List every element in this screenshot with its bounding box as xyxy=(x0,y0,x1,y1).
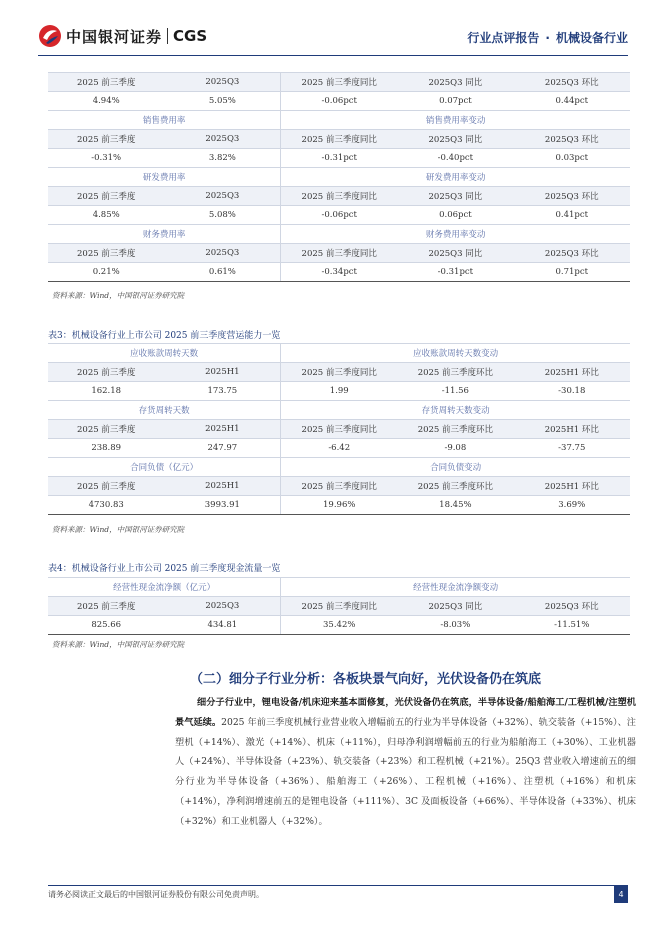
column-header-row xyxy=(48,597,630,616)
value-cell: -37.75 xyxy=(514,439,630,458)
value-row xyxy=(48,92,630,111)
column-header-cell: 2025H1 xyxy=(164,363,280,382)
column-header-cell: 2025Q3 同比 xyxy=(397,73,513,92)
column-header-cell: 2025Q3 同比 xyxy=(397,244,513,263)
metric-change-label: 财务费用率变动 xyxy=(281,225,630,244)
column-header-cell: 2025 前三季度同比 xyxy=(281,244,397,263)
column-header-cell: 2025 前三季度同比 xyxy=(281,597,397,616)
value-cell: 0.41pct xyxy=(514,206,630,225)
value-cell: -0.31pct xyxy=(281,149,397,168)
metric-group-label: 合同负债（亿元） xyxy=(48,458,281,477)
column-header-cell: 2025Q3 xyxy=(164,187,280,206)
section-paragraph xyxy=(175,693,636,832)
cash-flow-table xyxy=(48,577,630,635)
value-cell: -8.03% xyxy=(397,616,513,635)
value-cell: 238.89 xyxy=(48,439,164,458)
column-header-cell: 2025Q3 同比 xyxy=(397,187,513,206)
metric-group-label: 财务费用率 xyxy=(48,225,281,244)
value-cell: 4.94% xyxy=(48,92,164,111)
metric-change-label: 应收账款周转天数变动 xyxy=(281,344,630,363)
disclaimer-note: 请务必阅读正文最后的中国银河证券股份有限公司免责声明。 xyxy=(48,890,264,899)
value-cell: -30.18 xyxy=(514,382,630,401)
header-dot: · xyxy=(545,31,550,45)
column-header-row xyxy=(48,363,630,382)
value-cell: 0.61% xyxy=(164,263,280,282)
column-header-cell: 2025Q3 xyxy=(164,244,280,263)
paragraph-body: 2025 年前三季度机械行业营业收入增幅前五的行业为半导体设备（+32%）、轨交装备（+15%）、注塑机（+14%）、激光（+14%）、机床（+11%），归母净利润增幅前五的行业为船舶海工（+30%）、工业机器人（+24%）、半导体设备（+23%）、轨交装备（+23%）和工程机械（+21%）。25Q3 营业收入增速前五的细分行业为半导体设备（+36%）、船舶海工（+26%）、工程机械（+16%）、注塑机（+16%）和机床（+14%），净利润增速前五的是锂电设备（+111%）、3C 及面板设备（+66%）、半导体设备（+33%）、机床（+32%）和工业机器人（+32%）。 xyxy=(175,716,636,827)
column-header-cell: 2025 前三季度同比 xyxy=(281,363,397,382)
column-header-cell: 2025H1 环比 xyxy=(514,363,630,382)
value-cell: -9.08 xyxy=(397,439,513,458)
table2-source: 资料来源：Wind，中国银河证券研究院 xyxy=(52,291,185,300)
value-row xyxy=(48,206,630,225)
metric-change-label: 存货周转天数变动 xyxy=(281,401,630,420)
operating-capacity-table xyxy=(48,343,630,515)
column-header-cell: 2025H1 xyxy=(164,477,280,496)
brand-name-cn: 中国银河证券 xyxy=(66,27,163,46)
metric-group-row xyxy=(48,458,630,477)
value-cell: -11.51% xyxy=(514,616,630,635)
column-header-cell: 2025Q3 环比 xyxy=(514,73,630,92)
value-cell: 5.08% xyxy=(164,206,280,225)
value-cell: -0.06pct xyxy=(281,92,397,111)
value-cell: 1.99 xyxy=(281,382,397,401)
column-header-cell: 2025 前三季度 xyxy=(48,363,164,382)
brand-name-en: CGS xyxy=(173,27,208,45)
column-header-row xyxy=(48,244,630,263)
value-cell: -0.31% xyxy=(48,149,164,168)
column-header-cell: 2025Q3 环比 xyxy=(514,187,630,206)
column-header-cell: 2025Q3 xyxy=(164,597,280,616)
column-header-cell: 2025 前三季度同比 xyxy=(281,477,397,496)
column-header-cell: 2025 前三季度 xyxy=(48,597,164,616)
metric-group-label: 存货周转天数 xyxy=(48,401,281,420)
column-header-cell: 2025Q3 环比 xyxy=(514,130,630,149)
value-cell: 5.05% xyxy=(164,92,280,111)
column-header-cell: 2025 前三季度 xyxy=(48,130,164,149)
metric-change-label: 研发费用率变动 xyxy=(281,168,630,187)
column-header-cell: 2025Q3 同比 xyxy=(397,597,513,616)
value-row xyxy=(48,382,630,401)
report-category xyxy=(467,29,628,46)
column-header-cell: 2025 前三季度 xyxy=(48,73,164,92)
value-cell: 35.42% xyxy=(281,616,397,635)
column-header-row xyxy=(48,130,630,149)
column-header-cell: 2025Q3 环比 xyxy=(514,597,630,616)
value-cell: 18.45% xyxy=(397,496,513,515)
metric-change-label: 合同负债变动 xyxy=(281,458,630,477)
value-cell: 4730.83 xyxy=(48,496,164,515)
metric-group-label: 研发费用率 xyxy=(48,168,281,187)
value-cell: -0.06pct xyxy=(281,206,397,225)
value-cell: -0.34pct xyxy=(281,263,397,282)
value-cell: 19.96% xyxy=(281,496,397,515)
column-header-cell: 2025H1 环比 xyxy=(514,477,630,496)
column-header-row xyxy=(48,73,630,92)
column-header-cell: 2025 前三季度 xyxy=(48,477,164,496)
footer-rule xyxy=(48,885,628,886)
value-cell: 0.44pct xyxy=(514,92,630,111)
value-cell: 0.07pct xyxy=(397,92,513,111)
header-rule xyxy=(38,55,628,56)
column-header-cell: 2025Q3 环比 xyxy=(514,244,630,263)
column-header-row xyxy=(48,187,630,206)
column-header-cell: 2025 前三季度环比 xyxy=(397,420,513,439)
page-number: 4 xyxy=(614,886,628,903)
table3-caption: 表3：机械设备行业上市公司 2025 前三季度营运能力一览 xyxy=(48,331,281,341)
report-type: 行业点评报告 xyxy=(467,31,540,45)
value-row xyxy=(48,439,630,458)
value-cell: 0.21% xyxy=(48,263,164,282)
metric-group-row xyxy=(48,168,630,187)
column-header-cell: 2025Q3 xyxy=(164,73,280,92)
value-cell: 162.18 xyxy=(48,382,164,401)
metric-group-label: 应收账款周转天数 xyxy=(48,344,281,363)
metric-group-row xyxy=(48,578,630,597)
value-cell: 0.06pct xyxy=(397,206,513,225)
column-header-cell: 2025 前三季度同比 xyxy=(281,130,397,149)
industry-name: 机械设备行业 xyxy=(555,31,628,45)
column-header-cell: 2025 前三季度环比 xyxy=(397,363,513,382)
cgs-logo-icon xyxy=(38,24,62,48)
column-header-cell: 2025 前三季度环比 xyxy=(397,477,513,496)
column-header-row xyxy=(48,420,630,439)
value-cell: 3993.91 xyxy=(164,496,280,515)
value-cell: -0.31pct xyxy=(397,263,513,282)
value-cell: 0.71pct xyxy=(514,263,630,282)
column-header-cell: 2025H1 环比 xyxy=(514,420,630,439)
column-header-cell: 2025 前三季度 xyxy=(48,187,164,206)
column-header-cell: 2025 前三季度同比 xyxy=(281,420,397,439)
metric-group-label: 经营性现金流净额（亿元） xyxy=(48,578,281,597)
metric-group-row xyxy=(48,344,630,363)
metric-group-label: 销售费用率 xyxy=(48,111,281,130)
metric-group-row xyxy=(48,111,630,130)
value-cell: 4.85% xyxy=(48,206,164,225)
brand-logo xyxy=(38,24,207,48)
value-cell: 3.82% xyxy=(164,149,280,168)
paragraph-lead: 细分子行业中，锂电设备/机床迎来基本面修复，光伏设备仍在筑底，半导体设备/船舶海工/工程机械/注塑机景气延续。 xyxy=(175,697,636,728)
value-row xyxy=(48,496,630,515)
table3-source: 资料来源：Wind，中国银河证券研究院 xyxy=(52,525,185,534)
table4-source: 资料来源：Wind，中国银河证券研究院 xyxy=(52,640,185,649)
value-cell: 247.97 xyxy=(164,439,280,458)
value-cell: -0.40pct xyxy=(397,149,513,168)
metric-change-label: 经营性现金流净额变动 xyxy=(281,578,630,597)
metric-group-row xyxy=(48,225,630,244)
expense-ratio-table xyxy=(48,72,630,282)
brand-divider xyxy=(167,28,168,44)
value-cell: -11.56 xyxy=(397,382,513,401)
table4-caption: 表4：机械设备行业上市公司 2025 前三季度现金流量一览 xyxy=(48,564,281,574)
metric-change-label: 销售费用率变动 xyxy=(281,111,630,130)
value-cell: 434.81 xyxy=(164,616,280,635)
section-heading: （二）细分子行业分析：各板块景气向好，光伏设备仍在筑底 xyxy=(190,672,542,687)
value-row xyxy=(48,149,630,168)
column-header-cell: 2025H1 xyxy=(164,420,280,439)
page-header xyxy=(0,0,662,64)
value-cell: 825.66 xyxy=(48,616,164,635)
column-header-cell: 2025 前三季度同比 xyxy=(281,187,397,206)
value-row xyxy=(48,616,630,635)
value-cell: 3.69% xyxy=(514,496,630,515)
value-cell: 0.03pct xyxy=(514,149,630,168)
column-header-cell: 2025Q3 同比 xyxy=(397,130,513,149)
value-cell: -6.42 xyxy=(281,439,397,458)
metric-group-row xyxy=(48,401,630,420)
value-row xyxy=(48,263,630,282)
column-header-cell: 2025 前三季度同比 xyxy=(281,73,397,92)
column-header-cell: 2025 前三季度 xyxy=(48,420,164,439)
value-cell: 173.75 xyxy=(164,382,280,401)
column-header-row xyxy=(48,477,630,496)
column-header-cell: 2025Q3 xyxy=(164,130,280,149)
column-header-cell: 2025 前三季度 xyxy=(48,244,164,263)
